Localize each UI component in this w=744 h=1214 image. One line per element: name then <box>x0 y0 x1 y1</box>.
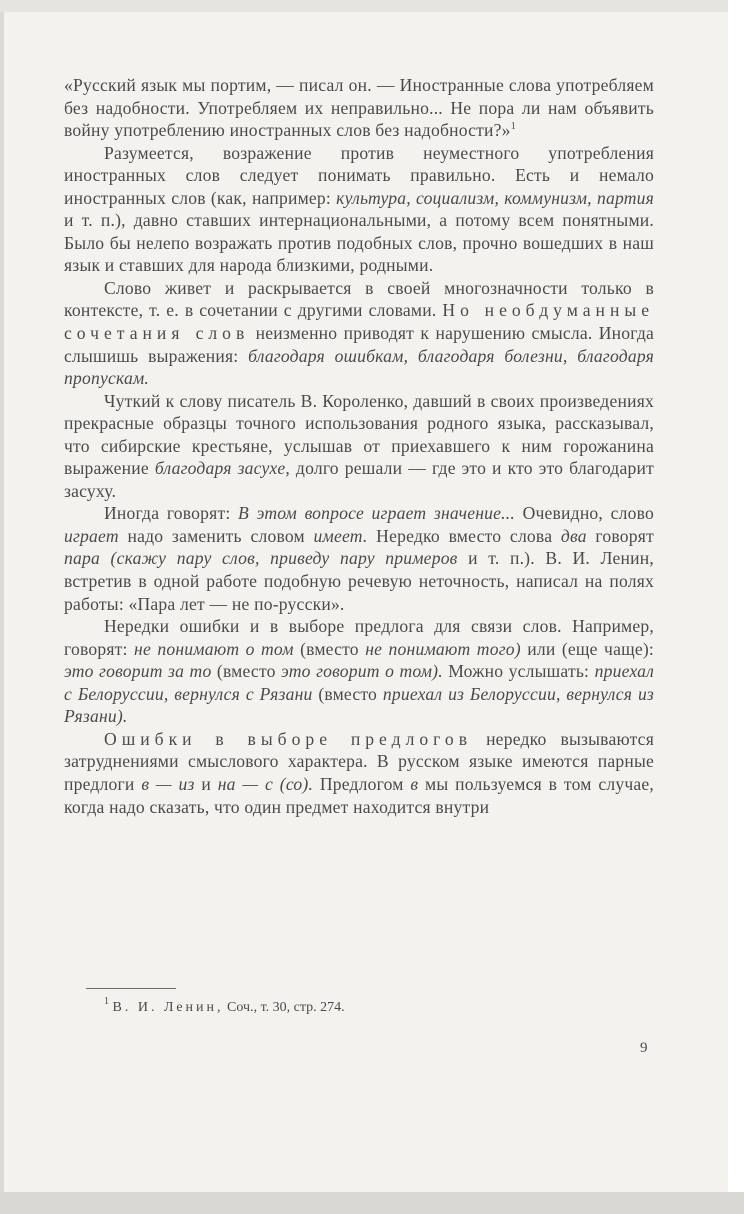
spaced-emphasis: Ошибки в выборе предлогов <box>104 728 473 749</box>
footnote-reference-mark: 1 <box>510 121 516 133</box>
scan-bottom-band <box>0 1192 744 1214</box>
italic-example: в — из <box>141 773 195 794</box>
footnote <box>104 996 345 1016</box>
footnote-source: Соч., т. 30, стр. 274. <box>223 1000 345 1015</box>
italic-example: на — с (со). <box>217 773 314 794</box>
italic-example: не понимают того) <box>365 638 521 659</box>
italic-example-words: культура, социализм, коммунизм, партия <box>336 187 654 208</box>
italic-example: это говорит о том). <box>281 661 443 682</box>
text-run: Иногда говорят: <box>104 503 239 524</box>
text-run: Разумеется, возражение против неуместного употребления иностранных слов следует понимать правильно. Есть и немало иностранных слов (как, например: <box>64 142 654 208</box>
italic-example: благодаря засухе, <box>154 458 290 479</box>
scan-top-band <box>0 0 744 12</box>
footnote-mark: 1 <box>104 996 109 1007</box>
italic-example: пара (скажу пару слов, приведу пару примеров <box>64 548 458 569</box>
footnote-author: В. И. Ленин, <box>112 1000 224 1015</box>
text-run: нередко вызываются затруднениями смыслового характера. В русском языке имеются парные предлоги <box>64 728 654 794</box>
text-run: Нередки ошибки и в выборе предлога для связи слов. Например, говорят: <box>64 616 654 659</box>
paragraph-quote <box>64 74 654 142</box>
text-run: и т. п.), давно ставших интернациональными, а потому всем понятными. Было бы нелепо возражать против подобных слов, прочно вошедших в наш язык и ставших для народа близкими, родными. <box>64 210 654 276</box>
paragraph-igraet <box>64 502 654 615</box>
italic-example: В этом вопросе играет значение... <box>238 503 515 524</box>
italic-example: имеет. <box>313 525 368 546</box>
text-run: Предлогом <box>313 773 411 794</box>
italic-example: это говорит за то <box>64 661 212 682</box>
paragraph-context <box>64 277 654 390</box>
text-run: неизменно приводят к нарушению смысла. Иногда слышишь выражения: <box>64 323 654 366</box>
paragraph-prepositions <box>64 615 654 728</box>
text-run: (вместо <box>312 683 383 704</box>
italic-example: в <box>410 773 419 794</box>
italic-example: приехал из Белоруссии, вернулся из Рязани). <box>64 683 654 727</box>
footnote-separator <box>86 988 176 989</box>
text-run: Слово живет и раскрывается в своей многозначности только в контексте, т. е. в сочетании с другими словами. <box>64 277 654 321</box>
text-run: и т. п.). В. И. Ленин, встретив в одной работе подобную речевую неточность, написал на полях работы: «Пара лет — не по-русски». <box>64 548 654 614</box>
text-run: или (еще чаще): <box>520 638 655 659</box>
page-number: 9 <box>640 1040 648 1056</box>
italic-example: приехал с Белоруссии, вернулся с Рязани <box>64 661 654 704</box>
text-run: надо заменить словом <box>118 525 314 546</box>
text-run: мы пользуемся в том случае, когда надо сказать, что один предмет находится внутри <box>64 773 654 817</box>
page-left-edge <box>0 0 4 1214</box>
paragraph-preposition-errors <box>64 728 654 818</box>
text-run: Нередко вместо слова <box>367 525 561 546</box>
italic-example: два <box>560 525 587 546</box>
paragraph-foreign-words <box>64 142 654 277</box>
text-run: (вместо <box>211 661 282 682</box>
text-run: Очевидно, слово <box>514 503 654 524</box>
italic-example: не понимают о том <box>134 638 294 659</box>
text-run: Можно услышать: <box>442 661 595 682</box>
paragraph-korolenko <box>64 390 654 503</box>
quote-text: «Русский язык мы портим, — писал он. — Иностранные слова употребляем без надобности. Употребляем их неправильно... Не пора ли нам объявить войну употреблению иностранных слов без надобности?» <box>64 75 654 141</box>
spaced-emphasis: Но необдуманные сочетания слов <box>64 300 654 344</box>
page-body-text <box>64 74 654 818</box>
italic-example: играет <box>64 525 119 546</box>
text-run: и <box>194 773 218 794</box>
scan-right-margin <box>728 0 744 1214</box>
text-run: долго решали — где это и кто это благодарит засуху. <box>64 458 654 501</box>
text-run: Чуткий к слову писатель В. Короленко, давший в своих произведениях прекрасные образцы точного использования родного языка, рассказывал, что сибирские крестьяне, услышав от приехавшего к ним горожанина выражение <box>64 390 654 479</box>
text-run: говорят <box>586 525 654 546</box>
italic-example: благодаря ошибкам, благодаря болезни, благодаря пропускам. <box>64 345 654 389</box>
text-run: (вместо <box>293 638 366 659</box>
